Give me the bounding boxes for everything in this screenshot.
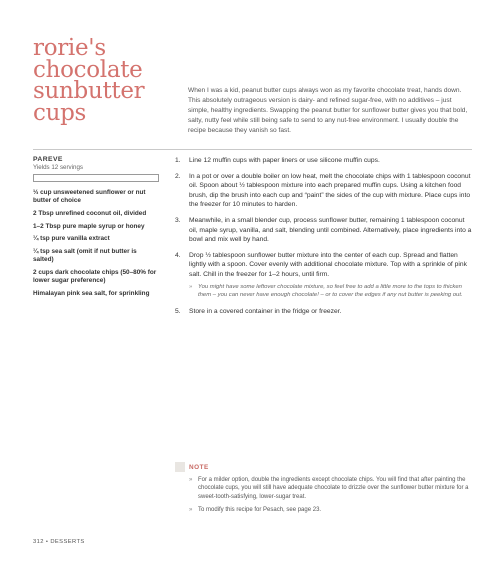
- note-marker: [175, 462, 185, 472]
- title-line: cups: [33, 99, 87, 126]
- step-text: Store in a covered container in the fridge or freezer.: [189, 307, 342, 315]
- yields-box: [33, 174, 159, 182]
- yields-label: Yields 12 servings: [33, 164, 83, 171]
- tip-arrow-icon: »: [189, 283, 193, 290]
- ingredient-item: ¼ tsp sea salt (omit if nut butter is salted): [33, 247, 137, 264]
- recipe-title: [33, 35, 173, 126]
- step-text: In a pot or over a double boiler on low heat, melt the chocolate chips with 1 tablespoon coconut oil. Spoon about ½ tablespoon mixture into each prepared muffin cups. Using a kitchen food brush, dip the brush into each cup and “paint” the sides of the cup with mixture. Place cups into the freezer for 10 minutes to harden.: [189, 172, 471, 209]
- pareve-label: PAREVE: [33, 156, 63, 163]
- method-steps: [175, 156, 473, 317]
- ingredients-panel: [33, 156, 159, 302]
- step-number: 3.: [175, 216, 181, 224]
- tip-arrow-icon: »: [189, 477, 193, 483]
- note-text: To modify this recipe for Pesach, see page 23.: [198, 507, 322, 514]
- step-text: Line 12 muffin cups with paper liners or use silicone muffin cups.: [189, 157, 380, 164]
- note-heading: NOTE: [189, 464, 209, 471]
- note-text: For a milder option, double the ingredients except chocolate chips. You will find that after painting the chocolate cups, you will still have adequate chocolate to drizzle over the sunflower butter mixture for a sweet-tooth-satisfying, lower-sugar treat.: [198, 477, 469, 500]
- step-number: 1.: [175, 157, 181, 164]
- step-3: [175, 216, 473, 245]
- step-number: 5.: [175, 307, 181, 315]
- note-section: [189, 464, 473, 520]
- step-1: [175, 156, 473, 166]
- tip-text: You might have some leftover chocolate mixture, so feel free to add a little more to the tops to thicken them – you can never have enough chocolate! – or to cover the edges if any nut butter is peeking out.: [198, 283, 463, 298]
- title-line: sunbutter: [33, 78, 145, 104]
- ingredient-item: Himalayan pink sea salt, for sprinkling: [33, 289, 150, 297]
- step-number: 2.: [175, 172, 181, 180]
- ingredient-list: [33, 189, 159, 298]
- intro-paragraph: When I was a kid, peanut butter cups always won as my favorite chocolate treat, hands down. This absolutely outrageous version is dairy- and refined sugar-free, with no additives – just simple, healthy ingredients. Swapping the peanut butter for sunflower butter gives you that bold, salty, nutty feel while still being safe to send to any nut-free environment. I usually double the recipe because they vanish so fast.: [188, 87, 468, 134]
- step-text: Meanwhile, in a small blender cup, process sunflower butter, remaining 1 tablespoon coconut oil, maple syrup, vanilla, and salt, blending until combined. Alternatively, place ingredients into a bowl and mix well by hand.: [189, 216, 472, 244]
- step-number: 4.: [175, 251, 181, 259]
- step-5: [175, 307, 473, 317]
- ingredient-item: 1–2 Tbsp pure maple syrup or honey: [33, 222, 145, 230]
- step-2: [175, 172, 473, 210]
- title-line: chocolate: [33, 56, 143, 83]
- step-4: [175, 251, 473, 280]
- section-divider: [33, 149, 472, 150]
- step-text: Drop ½ tablespoon sunflower butter mixture into the center of each cup. Spread and flatten lightly with a spoon. Cover evenly with additional chocolate mixture. Top with a sprinkle of pink salt. Chill in the freezer for 1–2 hours, until firm.: [189, 251, 467, 278]
- ingredient-item: 2 Tbsp unrefined coconut oil, divided: [33, 210, 147, 217]
- title-line: rorie's: [33, 35, 106, 61]
- note-item: [189, 476, 473, 501]
- ingredient-item: ⅓ cup unsweetened sunflower or nut butter of choice: [33, 189, 146, 205]
- ingredient-item: ¼ tsp pure vanilla extract: [33, 235, 110, 243]
- note-item: [189, 506, 473, 514]
- tip-arrow-icon: »: [189, 507, 193, 514]
- step-4-tip: [189, 283, 473, 299]
- page-footer: 312 • DESSERTS: [33, 539, 85, 545]
- ingredient-item: 2 cups dark chocolate chips (50–80% for lower sugar preference): [33, 268, 157, 285]
